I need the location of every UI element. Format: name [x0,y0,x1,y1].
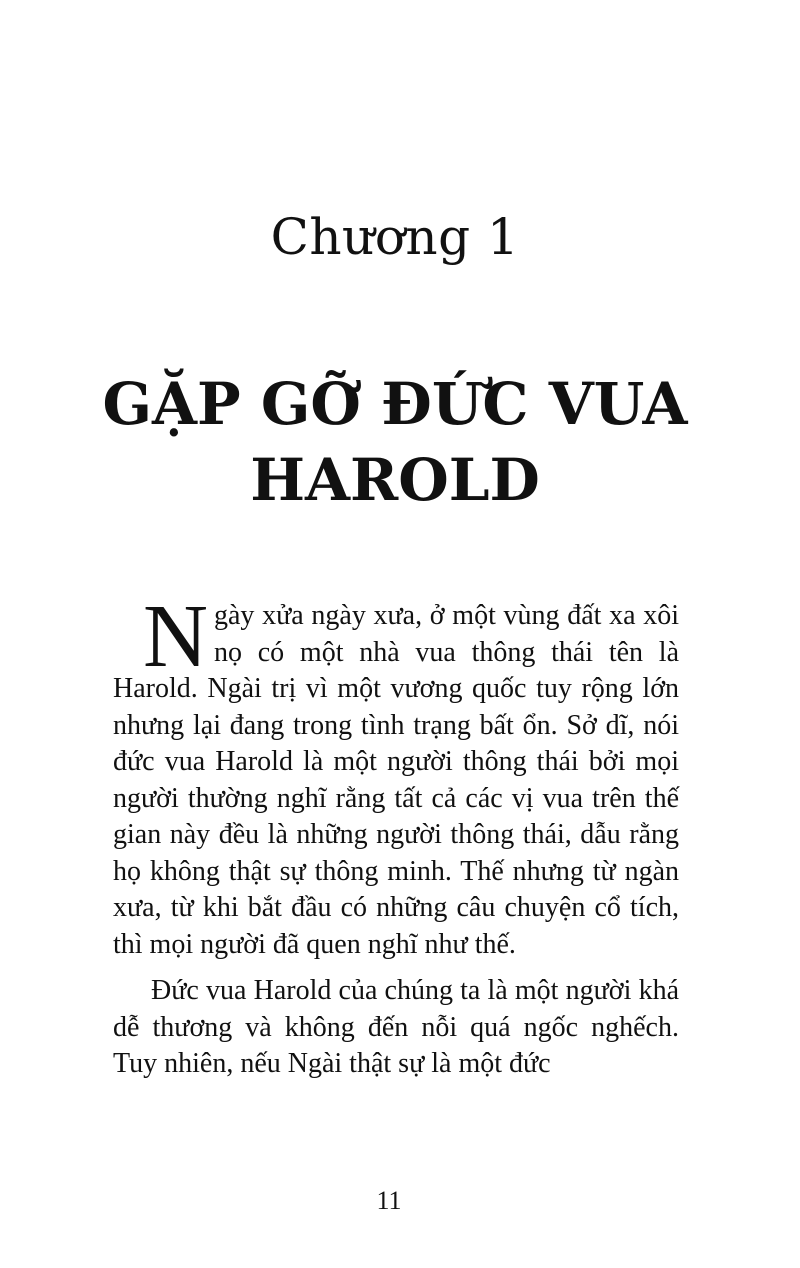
chapter-title [0,366,790,518]
paragraph-2: Đức vua Harold của chúng ta là một người khá dễ thương và không đến nỗi quá ngốc nghếch. Tuy nhiên, nếu Ngài thật sự là một đức [113,975,679,1079]
chapter-label: Chương 1 [270,208,520,266]
drop-cap: N [143,587,208,686]
chapter-title-line-2: HAROLD [250,446,540,514]
chapter-title-line-1: GẶP GỠ ĐỨC VUA [102,370,688,438]
page-number: 11 [376,1186,402,1215]
paragraph-1 [113,587,679,963]
chapter-body [113,587,679,1083]
paragraph-1-text: gày xửa ngày xưa, ở một vùng đất xa xôi nọ có một nhà vua thông thái tên là Harold. Ngài trị vì một vương quốc tuy rộng lớn nhưng lại đang trong tình trạng bất ổn. Sở dĩ, nói đức vua Harold là một người thông thái bởi mọi người thường nghĩ rằng tất cả các vị vua trên thế gian này đều là những người thông thái, dẫu rằng họ không thật sự thông minh. Thế nhưng từ ngàn xưa, từ khi bắt đầu có những câu chuyện cổ tích, thì mọi người đã quen nghĩ như thế. [113,600,679,960]
